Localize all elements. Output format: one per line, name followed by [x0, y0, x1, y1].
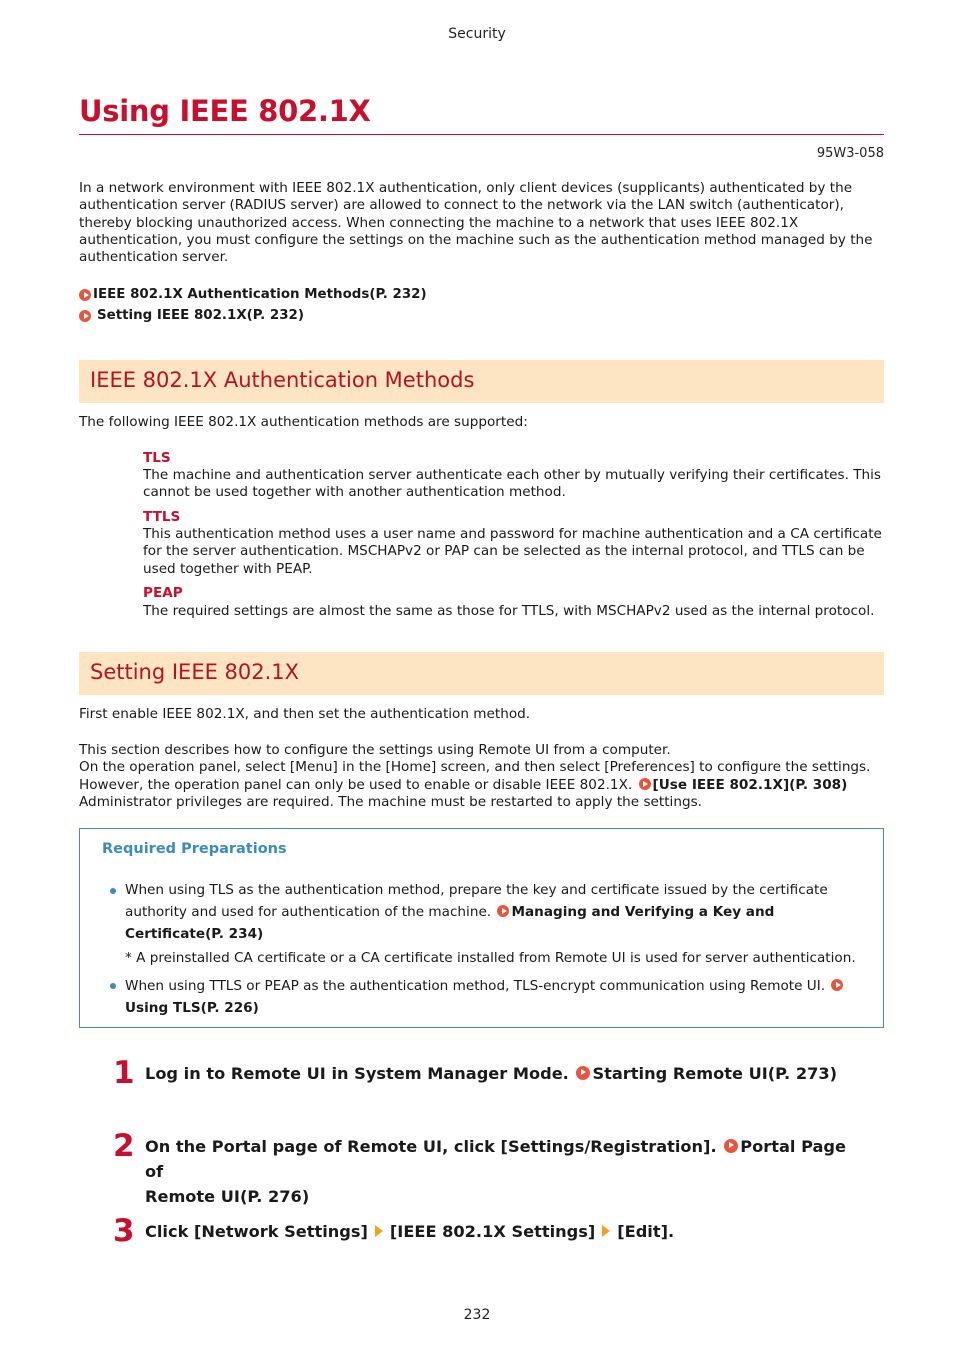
link-starting-remote-ui[interactable] — [574, 1064, 837, 1083]
step-instruction: [IEEE 802.1X Settings] — [389, 1222, 596, 1241]
step-instruction: Log in to Remote UI in System Manager Mode. — [145, 1064, 569, 1083]
link-label: Using TLS(P. 226) — [125, 1000, 259, 1016]
link-label: Starting Remote UI(P. 273) — [592, 1064, 838, 1083]
step-1-text — [145, 1061, 865, 1086]
body-line — [79, 777, 884, 794]
def-line: The machine and authentication server authenticate each other by mutually verifying their certificates. This — [143, 467, 882, 483]
def-line: cannot be used together with another authentication method. — [143, 484, 566, 501]
bullet-line — [125, 975, 860, 997]
prep-note: * A preinstalled CA certificate or a CA certificate installed from Remote UI is used for server authentication. — [125, 950, 856, 966]
method-def-tls — [143, 467, 883, 502]
body-text: However, the operation panel can only be used to enable or disable IEEE 802.1X. — [79, 776, 633, 793]
link-label: Managing and Verifying a Key and — [511, 904, 775, 920]
section-title: IEEE 802.1X Authentication Methods — [90, 368, 475, 392]
step-instruction: Click [Network Settings] — [145, 1222, 368, 1241]
intro-line: thereby blocking unauthorized access. When connecting the machine to a network that uses IEEE 802.1X — [79, 214, 799, 231]
title-divider — [79, 134, 884, 135]
step-instruction: [Edit]. — [617, 1222, 675, 1241]
link-label: Setting IEEE 802.1X(P. 232) — [97, 308, 304, 323]
link-arrow-icon — [79, 310, 91, 322]
link-arrow-icon — [639, 778, 651, 790]
menu-path-arrow-icon — [602, 1225, 610, 1237]
def-line: used together with PEAP. — [143, 560, 313, 577]
section-title: Setting IEEE 802.1X — [90, 660, 300, 684]
link-label: Portal Page of — [145, 1137, 846, 1181]
intro-line: In a network environment with IEEE 802.1X authentication, only client devices (supplicants) authenticated by the — [79, 180, 853, 196]
link-label: Remote UI(P. 276) — [145, 1187, 310, 1206]
link-arrow-icon — [724, 1139, 738, 1153]
running-header: Security — [448, 26, 506, 42]
link-arrow-icon[interactable] — [831, 979, 843, 991]
body-line: On the operation panel, select [Menu] in the [Home] screen, and then select [Preferences] to configure the settings. — [79, 759, 871, 776]
link-label: IEEE 802.1X Authentication Methods(P. 232) — [93, 287, 427, 302]
link-arrow-icon — [79, 289, 91, 301]
link-arrow-icon — [576, 1066, 590, 1080]
bullet-text-part: authority and used for authentication of the machine. — [125, 904, 492, 920]
method-def-peap — [143, 603, 883, 620]
link-label: [Use IEEE 802.1X](P. 308) — [652, 776, 848, 793]
intro-paragraph — [79, 180, 884, 266]
document-id: 95W3-058 — [816, 146, 884, 161]
section-header-setting — [79, 652, 884, 695]
method-def-ttls — [143, 526, 883, 578]
bullet-line[interactable] — [125, 997, 860, 1019]
link-label: Certificate(P. 234) — [125, 926, 264, 942]
method-term-ttls: TTLS — [143, 509, 181, 525]
prep-bullet-ttls — [125, 975, 860, 1019]
prep-title: Required Preparations — [102, 841, 287, 857]
step-line[interactable] — [145, 1184, 865, 1209]
section2-body — [79, 742, 884, 811]
step-instruction: On the Portal page of Remote UI, click [Settings/Registration]. — [145, 1137, 717, 1156]
bullet-line: When using TLS as the authentication method, prepare the key and certificate issued by the certificate — [125, 882, 828, 898]
step-line — [145, 1134, 865, 1184]
section1-lead: The following IEEE 802.1X authentication methods are supported: — [79, 414, 528, 430]
menu-path-arrow-icon — [375, 1225, 383, 1237]
link-use-ieee[interactable] — [637, 777, 848, 793]
step-number: 1 — [113, 1055, 135, 1091]
bullet-line — [125, 901, 860, 923]
section2-lead: First enable IEEE 802.1X, and then set the authentication method. — [79, 706, 531, 722]
bullet-dot — [110, 888, 116, 894]
def-line: This authentication method uses a user name and password for machine authentication and a CA certificate — [143, 526, 882, 542]
bullet-dot — [110, 983, 116, 989]
method-term-tls: TLS — [143, 450, 171, 466]
section-header-auth-methods — [79, 360, 884, 403]
def-line: The required settings are almost the same as those for TTLS, with MSCHAPv2 used as the internal protocol. — [143, 603, 875, 619]
link-key-certificate[interactable] — [495, 904, 774, 920]
bullet-text-part: When using TTLS or PEAP as the authentication method, TLS-encrypt communication using Remote UI. — [125, 978, 826, 994]
method-term-peap: PEAP — [143, 585, 183, 601]
bullet-line[interactable] — [125, 923, 860, 945]
intro-line: authentication, you must configure the settings on the machine such as the authentication method managed by the — [79, 231, 873, 248]
page-number: 232 — [463, 1307, 491, 1323]
body-line: This section describes how to configure the settings using Remote UI from a computer. — [79, 742, 671, 758]
step-3-text — [145, 1219, 865, 1244]
step-number: 3 — [113, 1213, 135, 1249]
link-arrow-icon — [497, 905, 509, 917]
prep-bullet-tls — [125, 879, 860, 945]
intro-line: authentication server (RADIUS server) are allowed to connect to the network via the LAN switch (authenticator), — [79, 197, 844, 214]
def-line: for the server authentication. MSCHAPv2 or PAP can be selected as the internal protocol, and TTLS can be — [143, 543, 865, 560]
step-number: 2 — [113, 1128, 135, 1164]
link-setting-ieee[interactable] — [79, 308, 304, 323]
intro-line: authentication server. — [79, 249, 229, 266]
page-title: Using IEEE 802.1X — [79, 94, 371, 128]
required-preparations-box — [79, 828, 884, 1028]
link-auth-methods[interactable] — [79, 287, 427, 302]
step-2-text — [145, 1134, 865, 1209]
body-line: Administrator privileges are required. The machine must be restarted to apply the settings. — [79, 793, 702, 810]
